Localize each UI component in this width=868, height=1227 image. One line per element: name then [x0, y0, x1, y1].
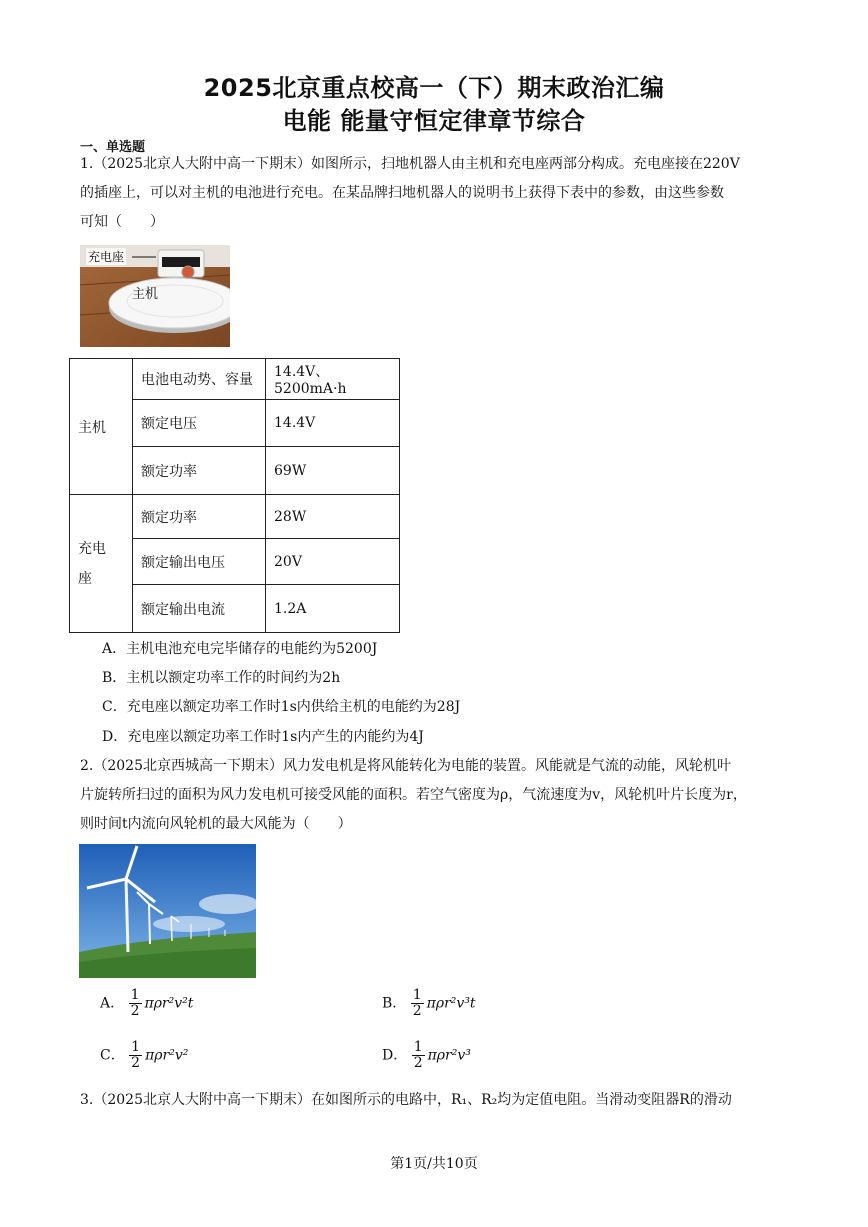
document-subtitle: 电能 能量守恒定律章节综合	[282, 107, 586, 135]
page-number: 第1页/共10页	[390, 1156, 478, 1172]
wind-turbine-photo	[79, 844, 256, 978]
table-row: 充电 座 额定功率 28W	[70, 495, 400, 539]
table-row: 额定电压 14.4V	[70, 400, 400, 447]
q1-option-c[interactable]: C．充电座以额定功率工作时1s内供给主机的电能约为28J	[102, 699, 461, 715]
document-title: 2025北京重点校高一（下）期末政治汇编	[203, 74, 665, 102]
table-row: 额定功率 69W	[70, 447, 400, 495]
question-1-stem: 1.（2025北京人大附中高一下期末）如图所示，扫地机器人由主机和充电座两部分构成。充电座接在220V 的插座上，可以对主机的电池进行充电。在某品牌扫地机器人的说明书上获得下表中的参数，由这些参数 可知（ ）	[80, 156, 740, 230]
fraction: $\frac{1}{2}$	[130, 987, 140, 1019]
q2-option-d[interactable]: D． $\frac{1}{2}$ πρr²v³	[382, 1039, 471, 1071]
table-row: 额定输出电流 1.2A	[70, 585, 400, 633]
fraction: $\frac{1}{2}$	[412, 987, 422, 1019]
host-label: 主机	[132, 287, 159, 302]
question-2-stem: 2.（2025北京西城高一下期末）风力发电机是将风能转化为电能的装置。风能就是气流的动能，风轮机叶 片旋转所扫过的面积为风力发电机可接受风能的面积。若空气密度为ρ，气流速度为v，风轮机叶片长度为r， 则时间t内流向风轮机的最大风能为（ ）	[80, 758, 747, 832]
group-host: 主机	[70, 359, 133, 495]
section-heading: 一、单选题	[80, 140, 146, 155]
robot-vacuum-photo	[80, 245, 230, 347]
question-3-stem: 3.（2025北京人大附中高一下期末）在如图所示的电路中，R₁、R₂均为定值电阻。当滑动变阻器R的滑动	[80, 1092, 732, 1108]
dock-label: 充电座	[88, 250, 125, 264]
q2-option-c[interactable]: C． $\frac{1}{2}$ πρr²v²	[100, 1039, 189, 1071]
fraction: $\frac{1}{2}$	[413, 1039, 423, 1071]
table-row: 额定输出电压 20V	[70, 539, 400, 585]
q1-option-b[interactable]: B．主机以额定功率工作的时间约为2h	[102, 670, 341, 686]
wind-turbine-illustration	[79, 844, 256, 978]
q2-option-a[interactable]: A． $\frac{1}{2}$ πρr²v²t	[100, 987, 194, 1019]
table-row: 主机 电池电动势、容量 14.4V、5200mA·h	[70, 359, 400, 400]
fraction: $\frac{1}{2}$	[131, 1039, 141, 1071]
group-dock: 充电 座	[70, 495, 133, 633]
spec-table	[69, 358, 400, 633]
q1-option-d[interactable]: D．充电座以额定功率工作时1s内产生的内能约为4J	[102, 729, 424, 745]
q1-option-a[interactable]: A．主机电池充电完毕储存的电能约为5200J	[102, 641, 378, 657]
q2-option-b[interactable]: B． $\frac{1}{2}$ πρr²v³t	[382, 987, 476, 1019]
